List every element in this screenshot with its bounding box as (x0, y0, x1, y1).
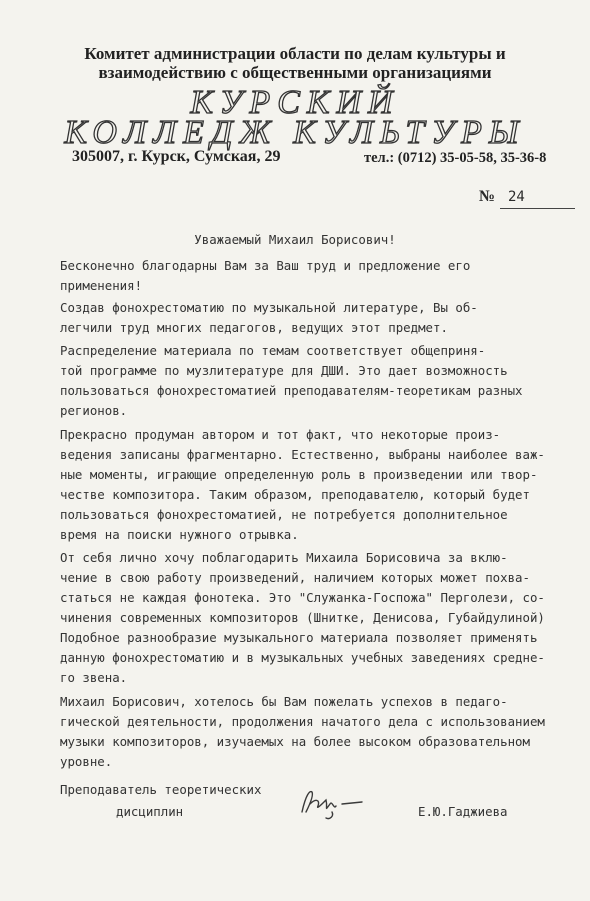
salutation: Уважаемый Михаил Борисович! (194, 232, 396, 247)
college-name-line-2: КОЛЛЕДЖ КУЛЬТУРЫ (64, 114, 526, 151)
body-line: применения! (60, 278, 143, 293)
signer-name: Е.Ю.Гаджиева (418, 804, 508, 819)
body-line: Создав фонохрестоматию по музыкальной литературе, Вы об- (60, 300, 478, 315)
college-name-line-1: КУРСКИЙ (190, 84, 400, 121)
number-label: № (479, 188, 496, 205)
body-line: Бесконечно благодарны Вам за Ваш труд и предложение его (60, 258, 471, 273)
body-line: чение в свою работу произведений, наличием которых может похва- (60, 570, 530, 585)
body-line: регионов. (60, 403, 128, 418)
body-line: От себя лично хочу поблагодарить Михаила Борисовича за вклю- (60, 550, 508, 565)
college-phone: тел.: (0712) 35-05-58, 35-36-8 (364, 150, 547, 166)
body-line: Подобное разнообразие музыкального материала позволяет применять (60, 630, 538, 645)
body-line: уровне. (60, 754, 113, 769)
body-line: статься не каждая фонотека. Это "Служанка-Госпожа" Перголези, со- (60, 590, 545, 605)
signer-position-line-1: Преподаватель теоретических (60, 782, 262, 797)
body-line: Прекрасно продуман автором и тот факт, что некоторые произ- (60, 427, 501, 442)
college-address: 305007, г. Курск, Сумская, 29 (72, 148, 281, 165)
body-line: легчили труд многих педагогов, ведущих этот предмет. (60, 320, 448, 335)
committee-line-1: Комитет администрации области по делам культуры и (84, 44, 506, 63)
body-line: ные моменты, играющие определенную роль в произведении или твор- (60, 467, 538, 482)
body-line: пользоваться фонохрестоматией преподавателям-теоретикам разных (60, 383, 523, 398)
document-number: 24 (508, 189, 525, 205)
body-line: время на поиски нужного отрывка. (60, 527, 299, 542)
signer-position-line-2: дисциплин (116, 804, 184, 819)
body-line: музыки композиторов, изучаемых на более высоком образовательном (60, 734, 530, 749)
committee-line-2: взаимодействию с общественными организациями (98, 63, 492, 82)
body-line: чинения современных композиторов (Шнитке, Денисова, Губайдулиной) (60, 610, 545, 625)
body-line: го звена. (60, 670, 128, 685)
body-line: гической деятельности, продолжения начатого дела с использованием (60, 714, 545, 729)
body-line: Распределение материала по темам соответствует общеприня- (60, 343, 486, 358)
number-underline (500, 208, 575, 209)
body-line: ведения записаны фрагментарно. Естественно, выбраны наиболее важ- (60, 447, 545, 462)
body-line: честве композитора. Таким образом, преподавателю, который будет (60, 487, 530, 502)
body-line: Михаил Борисович, хотелось бы Вам пожелать успехов в педаго- (60, 694, 508, 709)
body-line: той программе по музлитературе для ДШИ. Это дает возможность (60, 363, 508, 378)
body-line: данную фонохрестоматию и в музыкальных учебных заведениях средне- (60, 650, 545, 665)
handwritten-signature (296, 782, 368, 822)
body-line: пользоваться фонохрестоматией, не потребуется дополнительное (60, 507, 508, 522)
